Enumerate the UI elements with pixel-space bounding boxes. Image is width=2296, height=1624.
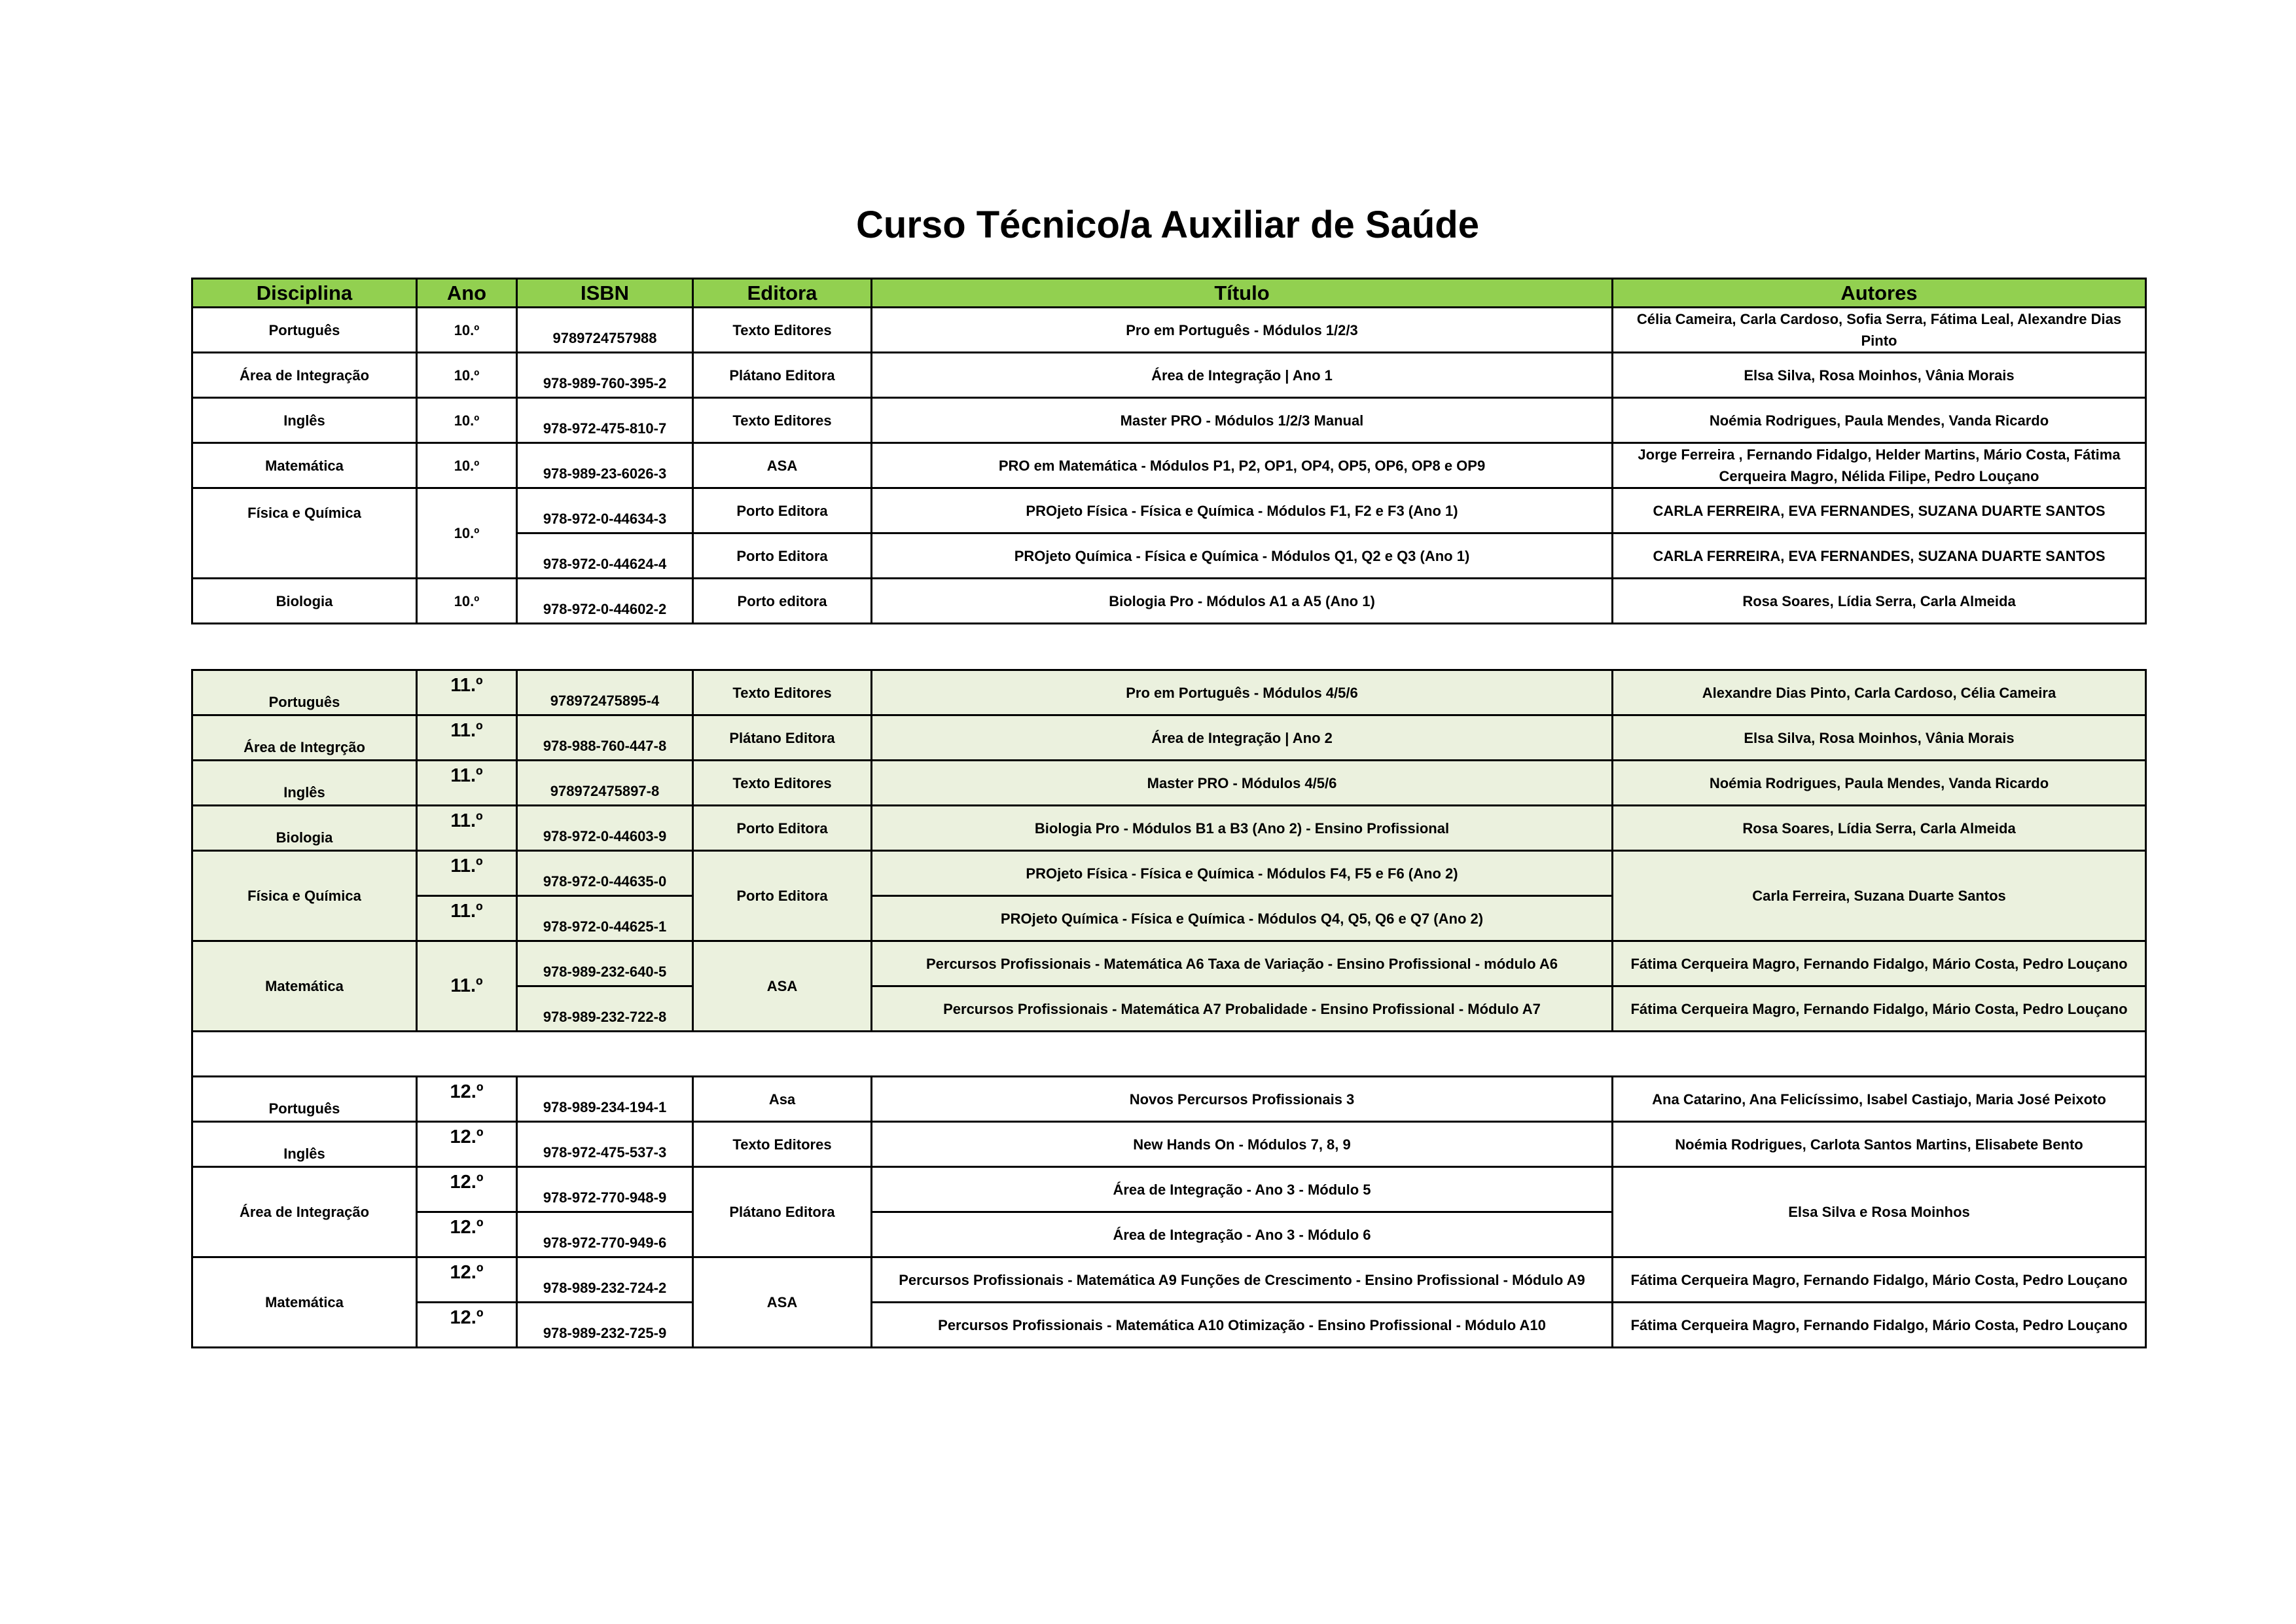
editora-cell: Porto editora [693, 579, 872, 624]
ano-cell: 10.º [417, 443, 517, 488]
autores-cell: Ana Catarino, Ana Felicíssimo, Isabel Castiajo, Maria José Peixoto [1613, 1077, 2146, 1122]
disciplina-cell: Biologia [192, 806, 417, 851]
ano-cell: 10.º [417, 398, 517, 443]
isbn-cell: 978-989-232-640-5 [517, 941, 693, 986]
titulo-cell: PRO em Matemática - Módulos P1, P2, OP1, OP4, OP5, OP6, OP8 e OP9 [872, 443, 1613, 488]
isbn-cell: 978972475895-4 [517, 670, 693, 715]
ano-cell: 10.º [417, 353, 517, 398]
editora-cell: Texto Editores [693, 398, 872, 443]
ano-cell: 11.º [417, 715, 517, 761]
autores-cell: Noémia Rodrigues, Paula Mendes, Vanda Ricardo [1613, 398, 2146, 443]
editora-cell: Plátano Editora [693, 1167, 872, 1257]
table-row [192, 353, 2146, 398]
titulo-cell: Pro em Português - Módulos 4/5/6 [872, 670, 1613, 715]
isbn-cell: 978-989-234-194-1 [517, 1077, 693, 1122]
titulo-cell: Área de Integração | Ano 1 [872, 353, 1613, 398]
isbn-cell: 978-989-760-395-2 [517, 353, 693, 398]
titulo-cell: Percursos Profissionais - Matemática A9 Funções de Crescimento - Ensino Profissional - Módulo A9 [872, 1257, 1613, 1303]
disciplina-cell: Matemática [192, 443, 417, 488]
ano-cell: 10.º [417, 488, 517, 579]
autores-cell: Carla Ferreira, Suzana Duarte Santos [1613, 851, 2146, 941]
autores-cell: CARLA FERREIRA, EVA FERNANDES, SUZANA DUARTE SANTOS [1613, 533, 2146, 579]
titulo-cell: Percursos Profissionais - Matemática A10 Otimização - Ensino Profissional - Módulo A10 [872, 1303, 1613, 1348]
autores-cell: Jorge Ferreira , Fernando Fidalgo, Helder Martins, Mário Costa, Fátima Cerqueira Magro, Nélida Filipe, Pedro Louçano [1613, 443, 2146, 488]
titulo-cell: New Hands On - Módulos 7, 8, 9 [872, 1122, 1613, 1167]
ano-cell: 11.º [417, 896, 517, 941]
textbook-table-year-10 [191, 278, 2147, 624]
table-row [192, 1122, 2146, 1167]
autores-cell: Fátima Cerqueira Magro, Fernando Fidalgo, Mário Costa, Pedro Louçano [1613, 1303, 2146, 1348]
autores-cell: Elsa Silva e Rosa Moinhos [1613, 1167, 2146, 1257]
disciplina-cell: Inglês [192, 761, 417, 806]
ano-cell: 12.º [417, 1303, 517, 1348]
editora-cell: Texto Editores [693, 1122, 872, 1167]
autores-cell: CARLA FERREIRA, EVA FERNANDES, SUZANA DUARTE SANTOS [1613, 488, 2146, 533]
table-row [192, 1167, 2146, 1212]
ano-cell: 11.º [417, 670, 517, 715]
table-row [192, 715, 2146, 761]
titulo-cell: Novos Percursos Profissionais 3 [872, 1077, 1613, 1122]
column-header-titulo: Título [872, 279, 1613, 308]
isbn-cell: 978-972-0-44634-3 [517, 488, 693, 533]
editora-cell: Porto Editora [693, 851, 872, 941]
table-row [192, 443, 2146, 488]
autores-cell: Noémia Rodrigues, Paula Mendes, Vanda Ricardo [1613, 761, 2146, 806]
isbn-cell: 978972475897-8 [517, 761, 693, 806]
column-header-disciplina: Disciplina [192, 279, 417, 308]
isbn-cell: 978-972-0-44602-2 [517, 579, 693, 624]
editora-cell: Texto Editores [693, 670, 872, 715]
disciplina-cell: Matemática [192, 1257, 417, 1348]
editora-cell: Plátano Editora [693, 715, 872, 761]
titulo-cell: Área de Integração - Ano 3 - Módulo 5 [872, 1167, 1613, 1212]
disciplina-cell: Física e Química [192, 488, 417, 579]
isbn-cell: 978-989-23-6026-3 [517, 443, 693, 488]
disciplina-cell: Português [192, 308, 417, 353]
editora-cell: ASA [693, 443, 872, 488]
table-row [192, 398, 2146, 443]
autores-cell: Célia Cameira, Carla Cardoso, Sofia Serra, Fátima Leal, Alexandre Dias Pinto [1613, 308, 2146, 353]
disciplina-cell: Inglês [192, 398, 417, 443]
isbn-cell: 978-972-770-948-9 [517, 1167, 693, 1212]
ano-cell: 11.º [417, 941, 517, 1032]
isbn-cell: 978-989-232-724-2 [517, 1257, 693, 1303]
titulo-cell: Pro em Português - Módulos 1/2/3 [872, 308, 1613, 353]
editora-cell: Porto Editora [693, 488, 872, 533]
editora-cell: Texto Editores [693, 308, 872, 353]
column-header-isbn: ISBN [517, 279, 693, 308]
column-header-ano: Ano [417, 279, 517, 308]
disciplina-cell: Português [192, 670, 417, 715]
titulo-cell: Biologia Pro - Módulos B1 a B3 (Ano 2) - Ensino Profissional [872, 806, 1613, 851]
table-row [192, 941, 2146, 986]
disciplina-cell: Português [192, 1077, 417, 1122]
spacer-row [192, 1032, 2146, 1077]
autores-cell: Fátima Cerqueira Magro, Fernando Fidalgo, Mário Costa, Pedro Louçano [1613, 1257, 2146, 1303]
isbn-cell: 978-989-232-722-8 [517, 986, 693, 1032]
isbn-cell: 978-972-0-44635-0 [517, 851, 693, 896]
isbn-cell: 978-972-770-949-6 [517, 1212, 693, 1257]
editora-cell: ASA [693, 1257, 872, 1348]
titulo-cell: Percursos Profissionais - Matemática A7 Probalidade - Ensino Profissional - Módulo A7 [872, 986, 1613, 1032]
autores-cell: Fátima Cerqueira Magro, Fernando Fidalgo, Mário Costa, Pedro Louçano [1613, 941, 2146, 986]
ano-cell: 12.º [417, 1077, 517, 1122]
titulo-cell: Master PRO - Módulos 4/5/6 [872, 761, 1613, 806]
autores-cell: Elsa Silva, Rosa Moinhos, Vânia Morais [1613, 715, 2146, 761]
isbn-cell: 978-972-475-810-7 [517, 398, 693, 443]
editora-cell: ASA [693, 941, 872, 1032]
autores-cell: Noémia Rodrigues, Carlota Santos Martins, Elisabete Bento [1613, 1122, 2146, 1167]
table-row [192, 851, 2146, 896]
autores-cell: Fátima Cerqueira Magro, Fernando Fidalgo, Mário Costa, Pedro Louçano [1613, 986, 2146, 1032]
column-header-editora: Editora [693, 279, 872, 308]
disciplina-cell: Área de Integrção [192, 715, 417, 761]
editora-cell: Plátano Editora [693, 353, 872, 398]
column-header-autores: Autores [1613, 279, 2146, 308]
autores-cell: Rosa Soares, Lídia Serra, Carla Almeida [1613, 579, 2146, 624]
editora-cell: Porto Editora [693, 533, 872, 579]
table-row [192, 761, 2146, 806]
disciplina-cell: Inglês [192, 1122, 417, 1167]
editora-cell: Asa [693, 1077, 872, 1122]
textbook-table-year-11-12 [191, 669, 2147, 1348]
isbn-cell: 978-972-475-537-3 [517, 1122, 693, 1167]
disciplina-cell: Área de Integração [192, 353, 417, 398]
ano-cell: 10.º [417, 579, 517, 624]
ano-cell: 11.º [417, 806, 517, 851]
titulo-cell: PROjeto Física - Física e Química - Módulos F1, F2 e F3 (Ano 1) [872, 488, 1613, 533]
table-row [192, 670, 2146, 715]
table-row [192, 806, 2146, 851]
titulo-cell: PROjeto Química - Física e Química - Módulos Q4, Q5, Q6 e Q7 (Ano 2) [872, 896, 1613, 941]
ano-cell: 10.º [417, 308, 517, 353]
disciplina-cell: Física e Química [192, 851, 417, 941]
isbn-cell: 978-972-0-44603-9 [517, 806, 693, 851]
autores-cell: Alexandre Dias Pinto, Carla Cardoso, Célia Cameira [1613, 670, 2146, 715]
titulo-cell: Área de Integração | Ano 2 [872, 715, 1613, 761]
ano-cell: 12.º [417, 1212, 517, 1257]
ano-cell: 12.º [417, 1122, 517, 1167]
autores-cell: Rosa Soares, Lídia Serra, Carla Almeida [1613, 806, 2146, 851]
editora-cell: Texto Editores [693, 761, 872, 806]
titulo-cell: PROjeto Química - Física e Química - Módulos Q1, Q2 e Q3 (Ano 1) [872, 533, 1613, 579]
disciplina-cell: Área de Integração [192, 1167, 417, 1257]
isbn-cell: 978-988-760-447-8 [517, 715, 693, 761]
titulo-cell: PROjeto Física - Física e Química - Módulos F4, F5 e F6 (Ano 2) [872, 851, 1613, 896]
table-row [192, 1077, 2146, 1122]
isbn-cell: 978-972-0-44625-1 [517, 896, 693, 941]
editora-cell: Porto Editora [693, 806, 872, 851]
titulo-cell: Master PRO - Módulos 1/2/3 Manual [872, 398, 1613, 443]
isbn-cell: 978-972-0-44624-4 [517, 533, 693, 579]
table-header-row [192, 279, 2146, 308]
table-row [192, 579, 2146, 624]
disciplina-cell: Biologia [192, 579, 417, 624]
empty-cell [192, 1032, 2146, 1077]
isbn-cell: 9789724757988 [517, 308, 693, 353]
isbn-cell: 978-989-232-725-9 [517, 1303, 693, 1348]
titulo-cell: Área de Integração - Ano 3 - Módulo 6 [872, 1212, 1613, 1257]
titulo-cell: Percursos Profissionais - Matemática A6 Taxa de Variação - Ensino Profissional - módulo A6 [872, 941, 1613, 986]
ano-cell: 12.º [417, 1167, 517, 1212]
autores-cell: Elsa Silva, Rosa Moinhos, Vânia Morais [1613, 353, 2146, 398]
table-row [192, 308, 2146, 353]
table-row [192, 1303, 2146, 1348]
page-title: Curso Técnico/a Auxiliar de Saúde [856, 204, 1479, 246]
ano-cell: 12.º [417, 1257, 517, 1303]
ano-cell: 11.º [417, 761, 517, 806]
table-row [192, 488, 2146, 533]
titulo-cell: Biologia Pro - Módulos A1 a A5 (Ano 1) [872, 579, 1613, 624]
ano-cell: 11.º [417, 851, 517, 896]
table-row [192, 1257, 2146, 1303]
disciplina-cell: Matemática [192, 941, 417, 1032]
